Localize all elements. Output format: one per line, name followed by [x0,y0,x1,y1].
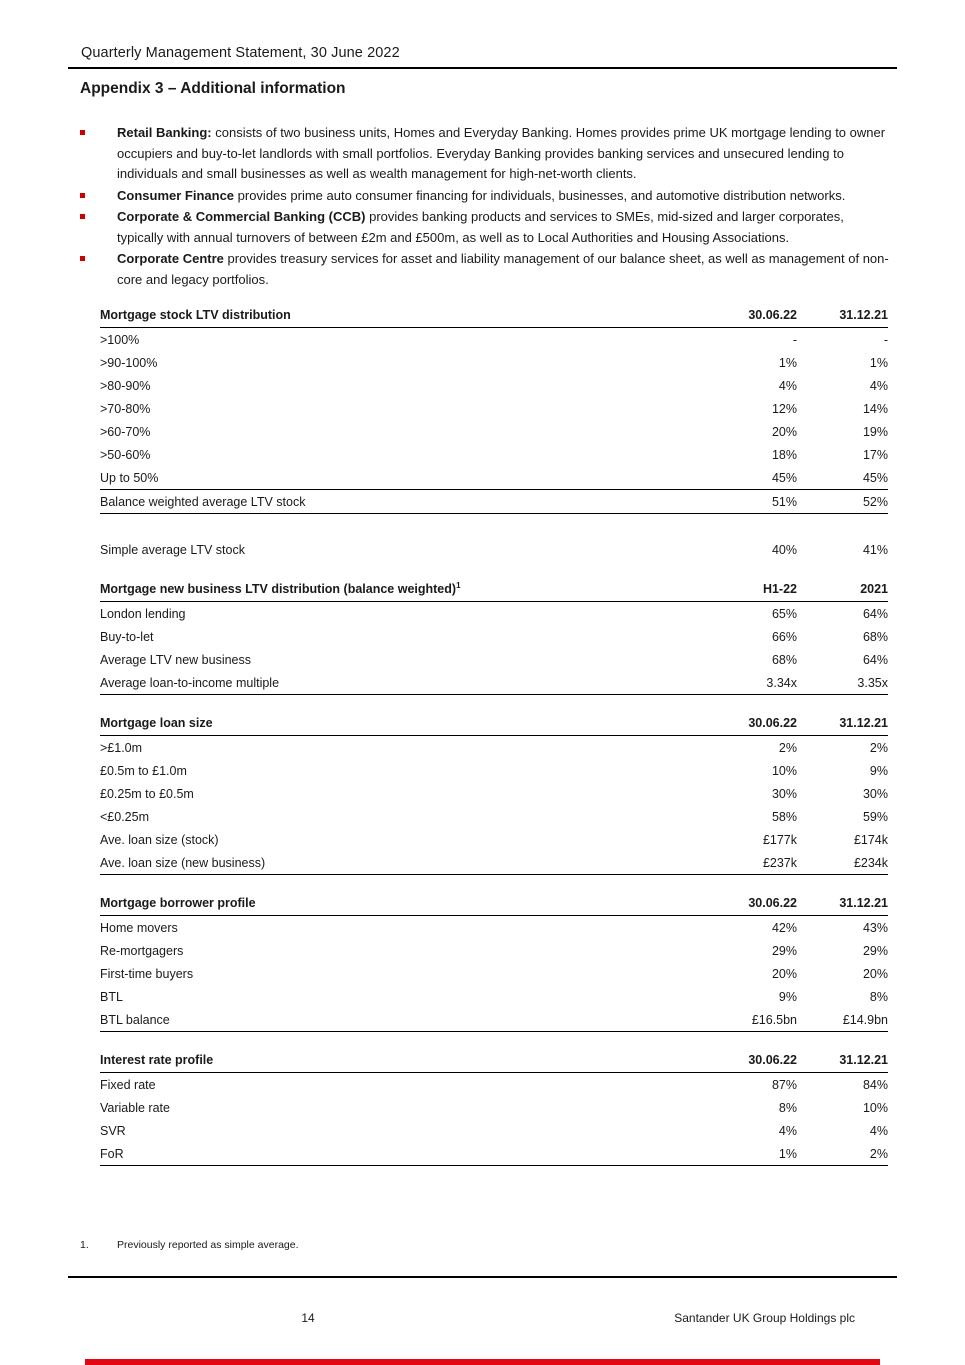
row-label: >80-90% [100,378,151,393]
row-value-current: 9% [778,989,797,1004]
row-value-current: 45% [771,470,797,485]
row-value-current: 1% [778,355,797,370]
table-header-row [100,891,888,916]
table-row [100,602,888,625]
table-header-row [100,711,888,736]
table-row [100,648,888,671]
page-title: Appendix 3 – Additional information [80,80,346,97]
table-row [100,916,888,939]
row-value-prior: 68% [862,629,888,644]
column-header-current: 30.06.22 [748,1053,797,1067]
row-value-prior: 4% [869,1123,888,1138]
bullet-text: provides banking products and services to SMEs, mid-sized and larger corporates, typically with annual turnovers of between £2m and £500m, as well as to Local Authorities and Housing Associations. [117,209,844,245]
footnote [80,1239,299,1251]
page-number: 14 [301,1311,315,1325]
row-label: SVR [100,1123,126,1138]
row-value-prior: 29% [862,943,888,958]
row-value-current: 1% [778,1146,797,1161]
row-label: >60-70% [100,424,151,439]
header-rule [68,67,897,69]
row-label: Variable rate [100,1100,170,1115]
table-header-row [100,1048,888,1073]
row-value-prior: 30% [862,786,888,801]
row-value-current: 12% [771,401,797,416]
footnote-text: Previously reported as simple average. [117,1239,299,1251]
row-value-current: 66% [771,629,797,644]
bullet-item [80,123,892,185]
bullet-lead: Corporate & Commercial Banking (CCB) [117,209,366,224]
row-value-current: 30% [771,786,797,801]
table-title: Mortgage new business LTV distribution (balance weighted)$^1$ [100,580,461,596]
column-header-prior: 31.12.21 [839,308,888,322]
row-label: BTL [100,989,123,1004]
row-value-prior: 43% [862,920,888,935]
row-value-current: 8% [778,1100,797,1115]
table-row [100,489,888,514]
footnote-reference: 1 [456,580,461,590]
bullet-square-icon [80,214,85,219]
row-value-prior: 1% [869,355,888,370]
table-row [100,538,888,561]
row-label: Ave. loan size (stock) [100,832,219,847]
table-row [100,805,888,828]
row-value-prior: - [883,332,888,347]
row-value-prior: 84% [862,1077,888,1092]
bullet-lead: Corporate Centre [117,251,224,266]
row-value-prior: 14% [862,401,888,416]
bullet-lead: Retail Banking: [117,125,212,140]
row-value-prior: 52% [862,494,888,509]
row-label: BTL balance [100,1012,170,1027]
row-value-current: £237k [762,855,797,870]
row-value-current: 68% [771,652,797,667]
row-value-current: 20% [771,966,797,981]
bullet-text: consists of two business units, Homes and Everyday Banking. Homes provides prime UK mortgage lending to owner occupiers and buy-to-let landlords with small portfolios. Everyday Banking provides banking services and unsecured lending to individuals and small businesses as well as wealth management for high-net-worth clients. [117,125,886,181]
table-row [100,736,888,759]
row-label: Up to 50% [100,470,159,485]
row-value-current: 87% [771,1077,797,1092]
column-header-prior: 31.12.21 [839,1053,888,1067]
table-row [100,1073,888,1096]
row-label: >90-100% [100,355,158,370]
row-value-prior: 3.35x [857,675,888,690]
bullet-square-icon [80,193,85,198]
row-label: >100% [100,332,140,347]
table-title: Interest rate profile [100,1053,214,1067]
table-header-row [100,303,888,328]
row-label: £0.5m to £1.0m [100,763,187,778]
table-row [100,828,888,851]
table-row [100,397,888,420]
table-row [100,759,888,782]
column-header-prior: 31.12.21 [839,716,888,730]
table-row [100,671,888,694]
bullet-item [80,207,892,248]
table-header-row [100,577,888,602]
row-value-prior: 4% [869,378,888,393]
row-value-prior: 2% [869,1146,888,1161]
row-value-current: 3.34x [766,675,797,690]
row-value-prior: 10% [862,1100,888,1115]
row-value-prior: 8% [869,989,888,1004]
row-label: First-time buyers [100,966,194,981]
row-value-prior: 17% [862,447,888,462]
table-row [100,985,888,1008]
footer-rule [68,1276,897,1278]
row-value-prior: £234k [853,855,888,870]
table-row [100,1142,888,1165]
table-row [100,1119,888,1142]
table-row [100,1096,888,1119]
bullet-square-icon [80,256,85,261]
row-value-prior: 9% [869,763,888,778]
data-table [100,303,888,561]
row-label: London lending [100,606,186,621]
table-row [100,420,888,443]
row-value-current: - [792,332,797,347]
table-row [100,328,888,351]
row-label: Home movers [100,920,178,935]
row-label: >50-60% [100,447,151,462]
column-header-prior: 2021 [860,582,888,596]
column-header-current: 30.06.22 [748,308,797,322]
row-label: Buy-to-let [100,629,154,644]
row-value-current: £16.5bn [751,1012,797,1027]
row-value-current: 10% [771,763,797,778]
row-value-current: 18% [771,447,797,462]
column-header-prior: 31.12.21 [839,896,888,910]
footer-company-name: Santander UK Group Holdings plc [674,1311,855,1325]
row-value-prior: 41% [862,542,888,557]
table-row [100,466,888,489]
table-row [100,851,888,874]
footnote-index: 1. [80,1239,89,1251]
bullet-text: provides prime auto consumer financing for individuals, businesses, and automotive distribution networks. [234,187,846,203]
bullet-item [80,249,892,290]
bullet-lead: Consumer Finance [117,187,235,203]
data-table [100,577,888,695]
row-value-prior: £14.9bn [842,1012,888,1027]
column-header-current: 30.06.22 [748,896,797,910]
row-value-prior: 19% [862,424,888,439]
row-label: >£1.0m [100,740,143,755]
table-row [100,443,888,466]
bullet-square-icon [80,130,85,135]
row-label: Ave. loan size (new business) [100,855,266,870]
row-value-current: 65% [771,606,797,621]
row-value-prior: 64% [862,606,888,621]
row-label: Balance weighted average LTV stock [100,494,306,509]
row-value-prior: £174k [853,832,888,847]
row-label: <£0.25m [100,809,149,824]
row-value-prior: 2% [869,740,888,755]
row-value-current: 4% [778,378,797,393]
table-row [100,939,888,962]
table-title: Mortgage borrower profile [100,896,256,910]
row-value-current: £177k [762,832,797,847]
row-value-prior: 64% [862,652,888,667]
row-label: >70-80% [100,401,151,416]
table-row [100,1008,888,1031]
row-value-prior: 45% [862,470,888,485]
row-value-current: 4% [778,1123,797,1138]
row-value-current: 2% [778,740,797,755]
table-row [100,625,888,648]
row-value-current: 58% [771,809,797,824]
row-label: Average loan-to-income multiple [100,675,280,690]
row-label: FoR [100,1146,124,1161]
bottom-red-bar [85,1359,880,1365]
bullet-list [80,123,892,291]
row-value-prior: 59% [862,809,888,824]
data-table [100,1048,888,1166]
table-title: Mortgage loan size [100,716,213,730]
table-title: Mortgage stock LTV distribution [100,308,291,322]
bullet-text: provides treasury services for asset and liability management of our balance sheet, as well as management of non-core and legacy portfolios. [117,251,889,287]
data-table [100,891,888,1032]
table-row [100,782,888,805]
row-value-prior: 20% [862,966,888,981]
table-row [100,351,888,374]
row-label: Re-mortgagers [100,943,184,958]
row-value-current: 40% [771,542,797,557]
row-value-current: 29% [771,943,797,958]
row-label: Simple average LTV stock [100,542,245,557]
tables-section [100,303,888,1182]
table-row [100,374,888,397]
row-label: Average LTV new business [100,652,252,667]
table-row [100,962,888,985]
data-table [100,711,888,875]
running-header: Quarterly Management Statement, 30 June 2022 [81,45,400,61]
row-value-current: 20% [771,424,797,439]
row-value-current: 42% [771,920,797,935]
row-label: £0.25m to £0.5m [100,786,194,801]
column-header-current: 30.06.22 [748,716,797,730]
bullet-item [80,186,892,207]
row-value-current: 51% [771,494,797,509]
row-label: Fixed rate [100,1077,156,1092]
column-header-current: H1-22 [762,582,797,596]
